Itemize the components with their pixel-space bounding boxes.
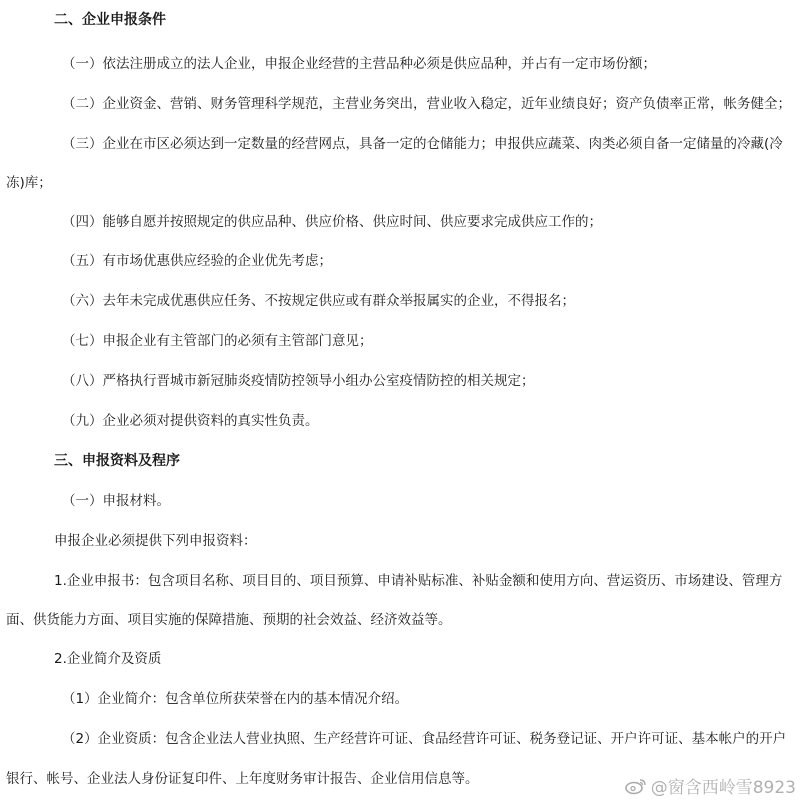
section-2-heading: 二、企业申报条件 bbox=[54, 12, 166, 28]
section-3-item-1-line-1: 1.企业申报书：包含项目名称、项目目的、项目预算、申请补贴标准、补贴金额和使用方向、营运资历、市场建设、管理方 bbox=[54, 573, 783, 589]
section-3-item-1-line-2: 面、供货能力方面、项目实施的保障措施、预期的社会效益、经济效益等。 bbox=[6, 612, 452, 628]
section-3-intro: 申报企业必须提供下列申报资料： bbox=[54, 533, 257, 549]
section-2-item-3-line-1: （三）企业在市区必须达到一定数量的经营网点，具备一定的仓储能力；申报供应蔬菜、肉类必须自备一定储量的冷藏(冷 bbox=[62, 136, 783, 152]
section-2-item-2: （二）企业资金、营销、财务管理科学规范，主营业务突出，营业收入稳定，近年业绩良好；资产负债率正常，帐务健全； bbox=[62, 96, 791, 112]
watermark-text: @窗含西岭雪8923 bbox=[650, 778, 796, 798]
section-2-item-4: （四）能够自愿并按照规定的供应品种、供应价格、供应时间、供应要求完成供应工作的； bbox=[62, 214, 602, 230]
section-2-item-7: （七）申报企业有主管部门的必须有主管部门意见； bbox=[62, 333, 373, 349]
watermark bbox=[625, 773, 796, 798]
section-2-item-5: （五）有市场优惠供应经验的企业优先考虑； bbox=[62, 253, 332, 269]
section-3-sub-1: （一）申报材料。 bbox=[62, 493, 170, 509]
section-3-item-2-2-line-1: （2）企业资质：包含企业法人营业执照、生产经营许可证、食品经营许可证、税务登记证、开户许可证、基本帐户的开户 bbox=[62, 731, 787, 747]
weibo-icon bbox=[625, 777, 647, 795]
section-2-item-1: （一）依法注册成立的法人企业，申报企业经营的主营品种必须是供应品种，并占有一定市场份额； bbox=[62, 56, 656, 72]
section-3-item-2-2-line-2: 银行、帐号、企业法人身份证复印件、上年度财务审计报告、企业信用信息等。 bbox=[6, 771, 479, 787]
section-2-item-6: （六）去年未完成优惠供应任务、不按规定供应或有群众举报属实的企业，不得报名； bbox=[62, 293, 575, 309]
section-2-item-8: （八）严格执行晋城市新冠肺炎疫情防控领导小组办公室疫情防控的相关规定； bbox=[62, 373, 535, 389]
section-3-heading: 三、申报资料及程序 bbox=[54, 453, 180, 469]
section-2-item-9: （九）企业必须对提供资料的真实性负责。 bbox=[62, 413, 319, 429]
section-3-item-2: 2.企业简介及资质 bbox=[54, 651, 162, 667]
section-3-item-2-1: （1）企业简介：包含单位所获荣誉在内的基本情况介绍。 bbox=[62, 691, 409, 707]
section-2-item-3-line-2: 冻)库； bbox=[6, 175, 52, 191]
